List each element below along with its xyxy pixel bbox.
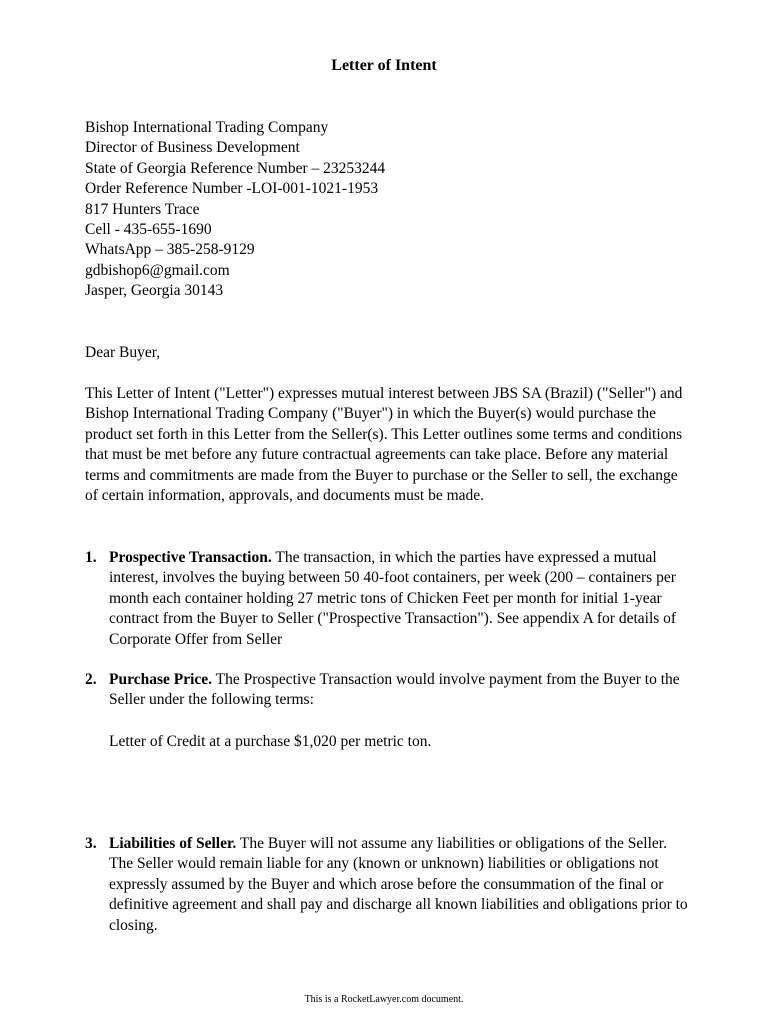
company-name: Bishop International Trading Company [85, 119, 329, 136]
sender-address-block [85, 118, 705, 302]
clause-number: 2. [85, 671, 97, 688]
clause-heading: Prospective Transaction. [109, 549, 272, 566]
state-reference: State of Georgia Reference Number – 23253244 [85, 159, 386, 177]
clause-number: 1. [85, 549, 97, 566]
salutation: Dear Buyer, [85, 344, 161, 361]
clause-body [109, 834, 690, 936]
clause-purchase-price [85, 670, 690, 711]
document-title: Letter of Intent [331, 57, 437, 74]
clause-text: The Buyer will not assume any liabilities or obligations of the Seller. The Seller would remain liable for any (known or unknown) liabilities or obligations not expressly assumed by the Buyer and which arose before the consummation of the final or definitive agreement and shall pay and discharge all known liabilities and obligations prior to closing. [109, 835, 688, 934]
position-title: Director of Business Development [85, 139, 300, 157]
payment-terms: Letter of Credit at a purchase $1,020 per metric ton. [109, 733, 432, 750]
clause-text: The Prospective Transaction would involve payment from the Buyer to the Seller under the following terms: [109, 671, 680, 709]
intro-paragraph: This Letter of Intent ("Letter") expresses mutual interest between JBS SA (Brazil) ("Seller") and Bishop International Trading Company ("Buyer") in which the Buyer(s) would purchase the product set forth in this Letter from the Seller(s). This Letter outlines some terms and conditions that must be met before any future contractual agreements can take place. Before any material terms and commitments are made from the Buyer to purchase or the Seller to sell, the exchange of certain information, approvals, and documents must be made. [85, 385, 683, 505]
clause-heading: Purchase Price. [109, 671, 213, 688]
clause-heading: Liabilities of Seller. [109, 835, 237, 852]
clause-liabilities-of-seller [85, 834, 690, 936]
email-address: gdbishop6@gmail.com [85, 261, 230, 279]
clause-prospective-transaction [85, 548, 690, 650]
clause-body [109, 670, 690, 711]
city-state-zip: Jasper, Georgia 30143 [85, 282, 224, 300]
clause-number: 3. [85, 835, 97, 852]
whatsapp-number: WhatsApp – 385-258-9129 [85, 241, 255, 259]
cell-phone: Cell - 435-655-1690 [85, 221, 212, 239]
page-footer: This is a RocketLawyer.com document. [304, 994, 464, 1005]
clause-body [109, 548, 690, 650]
order-reference: Order Reference Number -LOI-001-1021-1953 [85, 180, 379, 198]
street-address: 817 Hunters Trace [85, 200, 200, 218]
clause-text: The transaction, in which the parties have expressed a mutual interest, involves the buying between 50 40-foot containers, per week (200 – containers per month each container holding 27 metric tons of Chicken Feet per month for initial 1-year contract from the Buyer to Seller ("Prospective Transaction"). See appendix A for details of Corporate Offer from Seller [109, 549, 677, 648]
